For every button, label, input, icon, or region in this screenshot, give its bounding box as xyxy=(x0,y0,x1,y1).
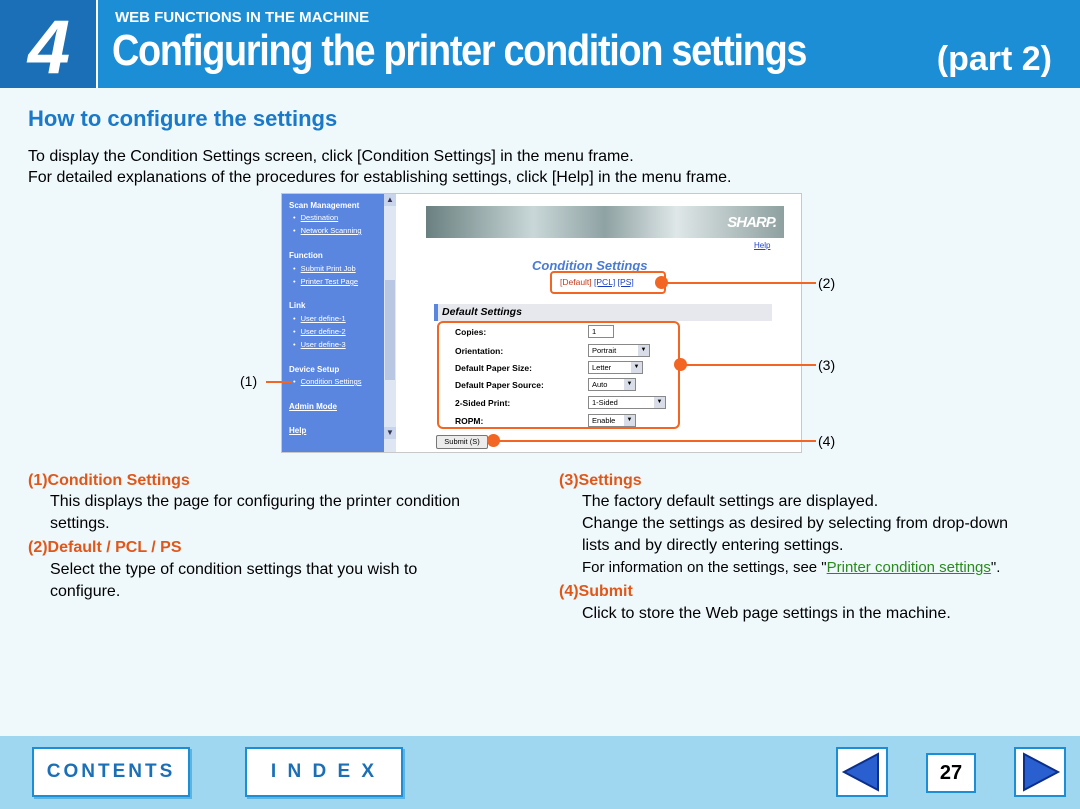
mode-links-highlight xyxy=(550,271,666,294)
chapter-header xyxy=(0,0,1080,88)
section-heading: How to configure the settings xyxy=(28,106,338,131)
chevron-down-icon: ▼ xyxy=(638,345,649,356)
copies-label: Copies: xyxy=(455,327,487,337)
ropm-label: ROPM: xyxy=(455,416,484,426)
desc-3-line-3: lists and by directly entering settings. xyxy=(582,537,844,554)
menu-item-help[interactable]: Help xyxy=(289,426,307,435)
intro-text xyxy=(28,146,731,188)
menu-item-printer-test-page[interactable]: • Printer Test Page xyxy=(293,277,358,286)
desc-3-line-2: Change the settings as desired by selecting from drop-down xyxy=(582,515,1009,532)
menu-item-user-define-1[interactable]: • User define-1 xyxy=(293,314,346,323)
desc-2-heading: (2)Default / PCL / PS xyxy=(28,539,182,556)
sharp-logo: SHARP. xyxy=(727,214,776,231)
default-settings-bar xyxy=(434,304,772,321)
chevron-down-icon: ▼ xyxy=(624,415,635,426)
chevron-down-icon: ▼ xyxy=(631,362,642,373)
desc-3-ref-pre: For information on the settings, see " xyxy=(582,559,827,576)
pcl-link[interactable]: [PCL] xyxy=(594,277,616,287)
paper-source-label: Default Paper Source: xyxy=(455,380,544,390)
paper-size-label: Default Paper Size: xyxy=(455,363,532,373)
menu-item-destination[interactable]: • Destination xyxy=(293,213,338,222)
orientation-value: Portrait xyxy=(592,346,617,355)
chevron-down-icon: ▼ xyxy=(624,379,635,390)
part-label: (part 2) xyxy=(936,40,1052,78)
desc-2-line-2: configure. xyxy=(50,583,121,600)
callout-1-line xyxy=(266,381,292,383)
chapter-section-label: WEB FUNCTIONS IN THE MACHINE xyxy=(115,9,370,26)
scroll-down-icon[interactable]: ▼ xyxy=(384,427,396,439)
menu-item-network-scanning[interactable]: • Network Scanning xyxy=(293,226,362,235)
desc-3-heading: (3)Settings xyxy=(559,472,642,489)
settings-highlight xyxy=(437,321,680,429)
menu-item-user-define-2[interactable]: • User define-2 xyxy=(293,327,346,336)
paper-source-value: Auto xyxy=(592,380,608,389)
menu-heading-function: Function xyxy=(289,251,323,260)
arrow-left-icon xyxy=(838,749,886,795)
sharp-banner xyxy=(426,206,784,238)
two-sided-label: 2-Sided Print: xyxy=(455,398,511,408)
desc-3-ref-post: ". xyxy=(990,559,1001,576)
callout-3-label: (3) xyxy=(818,357,836,373)
menu-item-user-define-3[interactable]: • User define-3 xyxy=(293,340,346,349)
chapter-number-box xyxy=(0,0,98,88)
page-number: 27 xyxy=(926,753,976,793)
desc-1-text xyxy=(50,491,460,535)
menu-heading-device-setup: Device Setup xyxy=(289,365,340,374)
scroll-thumb[interactable] xyxy=(385,280,395,380)
printer-condition-settings-link[interactable]: Printer condition settings xyxy=(826,559,991,576)
desc-1-line-1: This displays the page for configuring the printer condition xyxy=(50,493,461,510)
contents-button[interactable]: CONTENTS xyxy=(32,747,190,797)
arrow-right-icon xyxy=(1016,749,1064,795)
next-page-button[interactable] xyxy=(1014,747,1066,797)
index-button[interactable]: I N D E X xyxy=(245,747,403,797)
menu-item-admin-mode[interactable]: Admin Mode xyxy=(289,402,337,411)
menu-scrollbar[interactable] xyxy=(384,194,396,453)
desc-1-heading: (1)Condition Settings xyxy=(28,472,190,489)
intro-line-1: To display the Condition Settings screen, click [Condition Settings] in the menu frame. xyxy=(28,148,634,165)
condition-settings-title: Condition Settings xyxy=(532,258,648,273)
desc-2-line-1: Select the type of condition settings that you wish to xyxy=(50,561,418,578)
ps-link[interactable]: [PS] xyxy=(617,277,634,287)
desc-4-heading: (4)Submit xyxy=(559,583,633,600)
copies-field[interactable]: 1 xyxy=(588,325,614,338)
page-title: Configuring the printer condition settings xyxy=(112,26,807,75)
menu-heading-scan-management: Scan Management xyxy=(289,201,360,210)
desc-4-text: Click to store the Web page settings in the machine. xyxy=(582,605,951,622)
chapter-number: 4 xyxy=(27,5,71,90)
desc-3-line-4 xyxy=(582,557,1008,579)
two-sided-value: 1-Sided xyxy=(592,398,618,407)
chevron-down-icon: ▼ xyxy=(654,397,665,408)
callout-4-label: (4) xyxy=(818,433,836,449)
submit-button[interactable]: Submit (S) xyxy=(436,435,488,449)
desc-1-line-2: settings. xyxy=(50,515,110,532)
paper-size-value: Letter xyxy=(592,363,612,372)
default-link[interactable]: [Default] xyxy=(560,277,592,287)
help-link[interactable]: Help xyxy=(754,241,771,250)
ropm-value: Enable xyxy=(592,416,616,425)
scroll-up-icon[interactable]: ▲ xyxy=(384,194,396,206)
previous-page-button[interactable] xyxy=(836,747,888,797)
menu-item-submit-print-job[interactable]: • Submit Print Job xyxy=(293,264,356,273)
orientation-label: Orientation: xyxy=(455,346,504,356)
desc-3-text xyxy=(582,491,1008,579)
desc-2-text xyxy=(50,559,417,603)
intro-line-2: For detailed explanations of the procedures for establishing settings, click [Help] in the menu frame. xyxy=(28,169,732,186)
callout-2-label: (2) xyxy=(818,275,836,291)
callout-2-line xyxy=(664,282,816,284)
menu-frame xyxy=(282,194,396,453)
desc-3-line-1: The factory default settings are displayed. xyxy=(582,493,879,510)
default-settings-title: Default Settings xyxy=(442,306,522,318)
callout-1-label: (1) xyxy=(240,373,258,389)
callout-3-line xyxy=(684,364,816,366)
menu-heading-link: Link xyxy=(289,301,306,310)
callout-4-line xyxy=(497,440,816,442)
menu-item-condition-settings[interactable]: • Condition Settings xyxy=(293,377,362,386)
